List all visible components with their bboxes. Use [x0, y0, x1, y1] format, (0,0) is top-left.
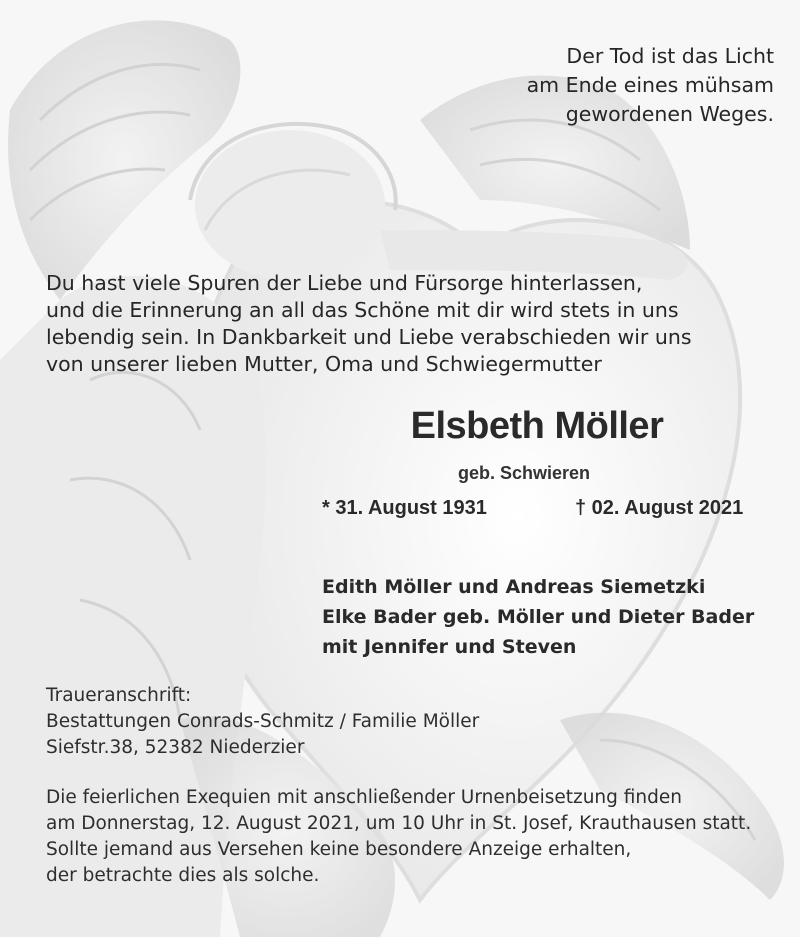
closing-line: am Donnerstag, 12. August 2021, um 10 Uhr in St. Josef, Krauthausen statt.	[46, 813, 752, 834]
epitaph-quote	[527, 42, 774, 129]
mourning-address	[46, 683, 479, 761]
intro-text	[46, 270, 692, 378]
family-signatories	[322, 572, 754, 662]
closing-line: der betrachte dies als solche.	[46, 865, 320, 886]
quote-line: am Ende eines mühsam	[526, 73, 774, 97]
address-line: Traueranschrift:	[46, 685, 192, 706]
closing-line: Sollte jemand aus Versehen keine besondere Anzeige erhalten,	[46, 839, 632, 860]
intro-line: und die Erinnerung an all das Schöne mit dir wird stets in uns	[46, 298, 679, 322]
funeral-details	[46, 785, 751, 889]
death-date: † 02. August 2021	[575, 497, 744, 519]
address-line: Siefstr.38, 52382 Niederzier	[46, 737, 305, 758]
quote-line: Der Tod ist das Licht	[566, 44, 774, 68]
closing-line: Die feierlichen Exequien mit anschließender Urnenbeisetzung finden	[46, 787, 683, 808]
maiden-name: geb. Schwieren	[458, 463, 591, 483]
family-line: Edith Möller und Andreas Siemetzki	[322, 576, 706, 598]
intro-line: Du hast viele Spuren der Liebe und Fürsorge hinterlassen,	[46, 271, 643, 295]
quote-line: gewordenen Weges.	[565, 102, 774, 126]
deceased-name: Elsbeth Möller	[410, 405, 664, 447]
intro-line: von unserer lieben Mutter, Oma und Schwiegermutter	[46, 352, 602, 376]
family-line: Elke Bader geb. Möller und Dieter Bader	[322, 606, 755, 628]
address-line: Bestattungen Conrads-Schmitz / Familie Möller	[46, 711, 480, 732]
birth-date: * 31. August 1931	[322, 497, 487, 519]
family-line: mit Jennifer und Steven	[322, 636, 577, 658]
intro-line: lebendig sein. In Dankbarkeit und Liebe verabschieden wir uns	[46, 325, 692, 349]
